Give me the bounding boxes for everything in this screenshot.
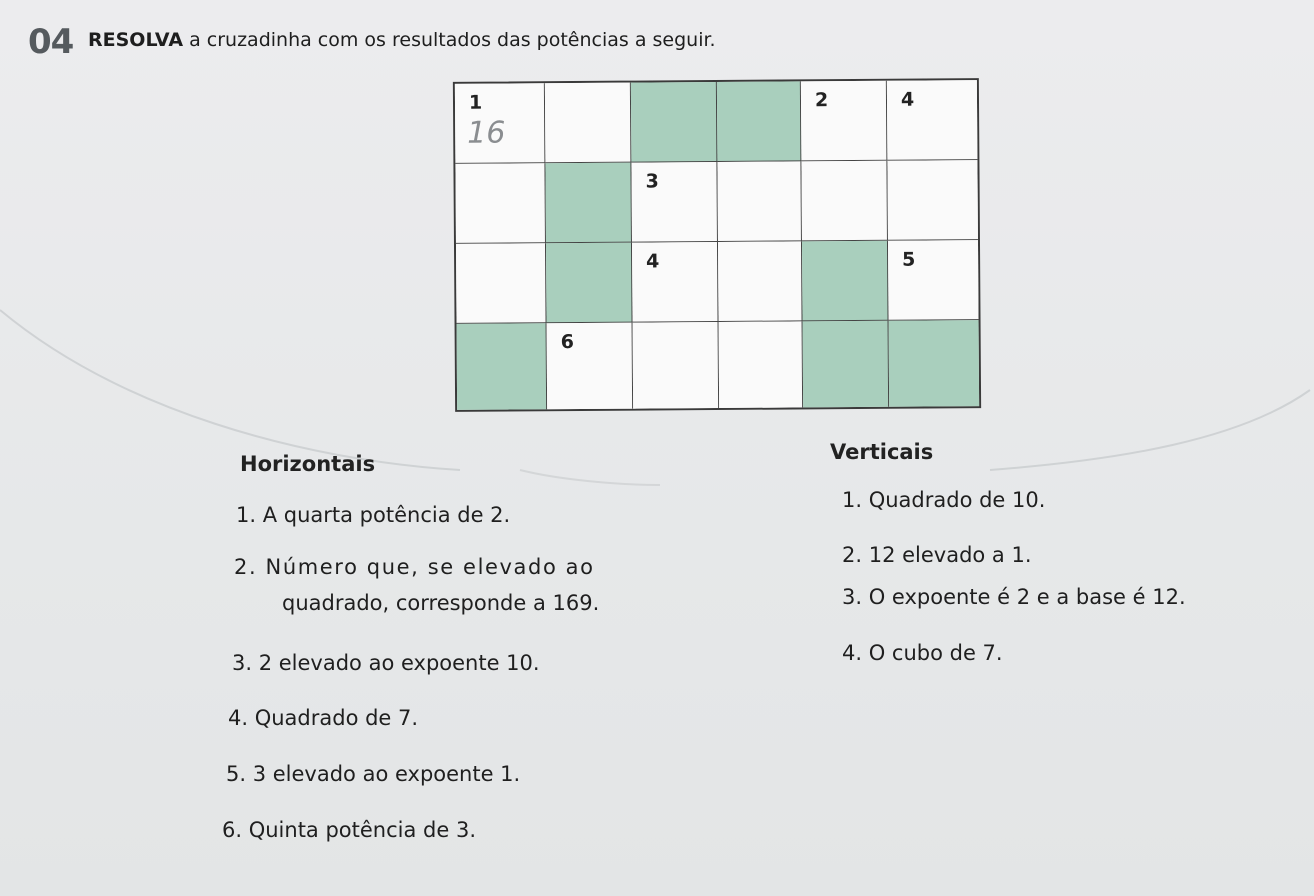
cell-number: 4 (900, 88, 915, 111)
vertical-clue-2: 2. 12 elevado a 1. (842, 543, 1032, 567)
vertical-clue-4: 4. O cubo de 7. (842, 641, 1003, 665)
question-number: 04 (28, 22, 74, 62)
crossword-cell (455, 83, 546, 164)
horizontal-clue-6: 6. Quinta potência de 3. (222, 818, 476, 842)
crossword-cell (455, 163, 546, 244)
crossword-cell-shaded (803, 321, 890, 408)
horizontal-clue-4: 4. Quadrado de 7. (228, 706, 419, 730)
horizontal-clue-5: 5. 3 elevado ao expoente 1. (226, 762, 521, 786)
cell-number: 1 (468, 91, 483, 114)
crossword-cell (887, 80, 978, 161)
horizontal-clue-2-cont: quadrado, corresponde a 169. (282, 591, 600, 615)
cell-number: 5 (902, 248, 916, 271)
horizontal-clue-1: 1. A quarta potência de 2. (236, 503, 511, 527)
crossword-cell-shaded (717, 81, 802, 162)
horizontal-clue-2: 2. Número que, se elevado ao (234, 555, 595, 579)
handwritten-answer: 16 (467, 115, 506, 151)
crossword-cell (888, 240, 979, 321)
vertical-clue-3: 3. O expoente é 2 e a base é 12. (842, 585, 1186, 609)
crossword-cell (456, 243, 547, 324)
crossword-cell (719, 321, 804, 408)
cell-number: 3 (645, 170, 659, 193)
crossword-cell (801, 161, 888, 242)
cell-number: 2 (814, 89, 829, 112)
cell-number: 6 (560, 331, 574, 354)
cell-number: 4 (646, 250, 660, 273)
instruction-bold: RESOLVA (88, 29, 184, 51)
verticais-heading: Verticais (830, 440, 934, 464)
crossword-cell (718, 241, 803, 322)
crossword-cell (717, 161, 802, 242)
crossword-cell (545, 83, 632, 164)
crossword-cell-shaded (802, 241, 889, 322)
instruction-text (88, 29, 716, 51)
crossword-cell-shaded (889, 320, 980, 407)
vertical-clue-1: 1. Quadrado de 10. (842, 488, 1046, 512)
crossword-cell (801, 81, 888, 162)
horizontal-clue-3: 3. 2 elevado ao expoente 10. (232, 651, 540, 675)
crossword-grid (453, 78, 981, 412)
crossword-cell-shaded (546, 243, 633, 324)
crossword-cell (632, 242, 719, 323)
crossword-cell (887, 160, 978, 241)
crossword-cell-shaded (457, 323, 548, 410)
horizontais-heading: Horizontais (240, 452, 376, 476)
instruction-rest: a cruzadinha com os resultados das potências a seguir. (183, 29, 716, 51)
crossword-cell-shaded (631, 82, 718, 163)
crossword-cell (633, 322, 720, 409)
crossword-cell (547, 323, 634, 410)
crossword-cell (631, 162, 718, 243)
crossword-cell-shaded (545, 163, 632, 244)
